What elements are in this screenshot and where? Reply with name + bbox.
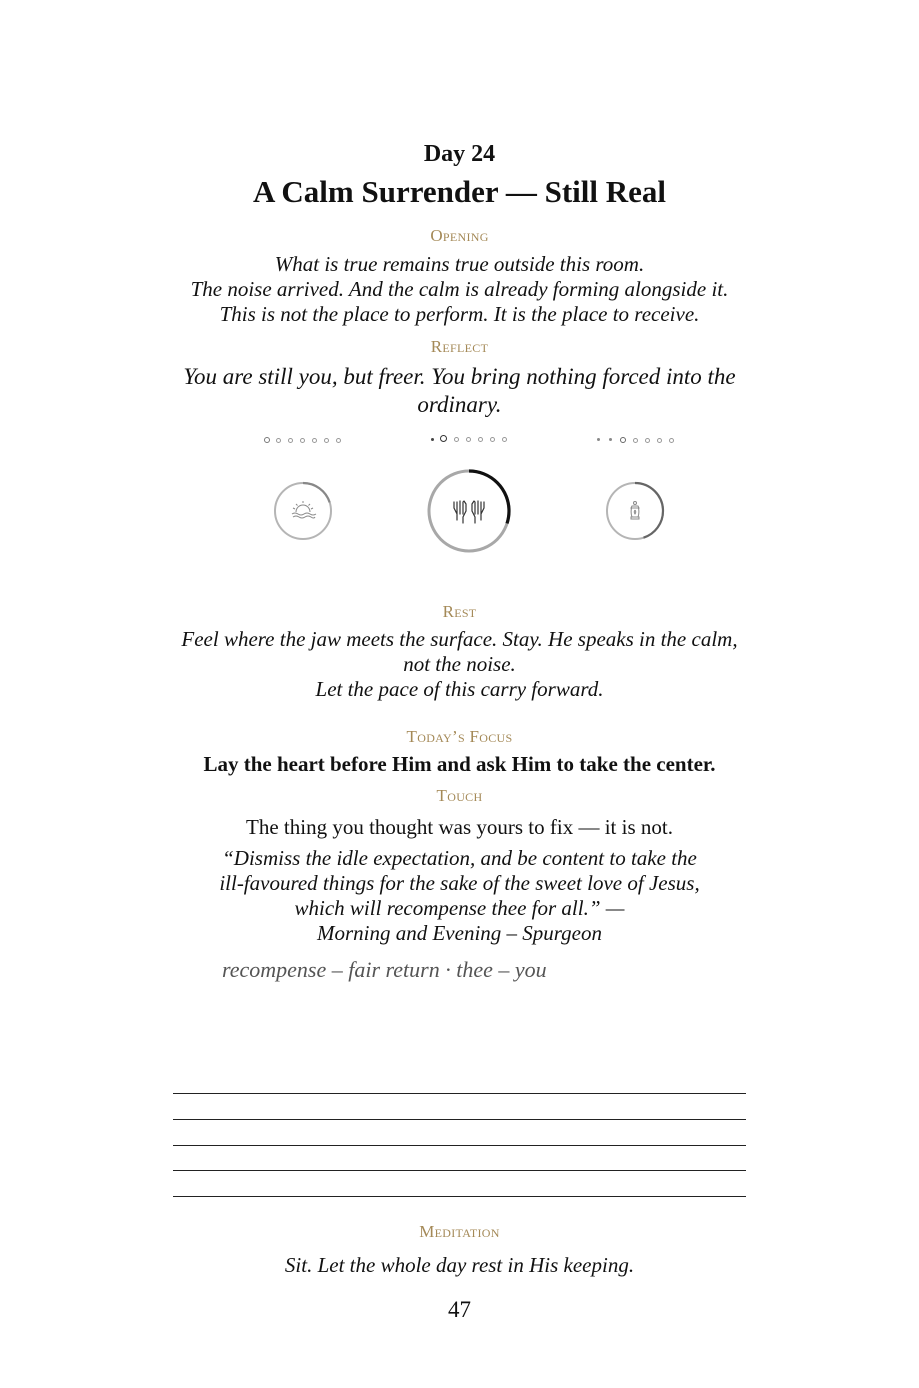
reflect-line-2: ordinary. bbox=[417, 392, 502, 417]
lantern-icon bbox=[631, 502, 639, 520]
day-label: Day 24 bbox=[423, 141, 496, 167]
rest-line-3: Let the pace of this carry forward. bbox=[315, 677, 604, 701]
quote-attribution: Morning and Evening – Spurgeon bbox=[316, 921, 603, 945]
focus-text: Lay the heart before Him and ask Him to take the center. bbox=[203, 752, 716, 776]
lantern-progress-ring[interactable] bbox=[603, 479, 667, 543]
opening-line-2: The noise arrived. And the calm is already forming alongside it. bbox=[190, 277, 729, 301]
rest-line-1: Feel where the jaw meets the surface. Stay. He speaks in the calm, bbox=[181, 627, 738, 651]
opening-line-3: This is not the place to perform. It is the place to receive. bbox=[219, 302, 700, 326]
praying-hands-icon bbox=[454, 501, 484, 523]
quote-line-2: ill-favoured things for the sake of the sweet love of Jesus, bbox=[219, 871, 700, 895]
dot-indicator-row-1 bbox=[264, 436, 344, 444]
rest-line-2: not the noise. bbox=[403, 652, 516, 676]
touch-heading: Touch bbox=[436, 786, 483, 805]
opening-line-1: What is true remains true outside this room. bbox=[274, 252, 645, 276]
focus-heading: Today’s Focus bbox=[406, 727, 513, 746]
glossary-line: recompense – fair return · thee – you bbox=[222, 957, 547, 982]
meditation-text: Sit. Let the whole day rest in His keeping. bbox=[284, 1253, 635, 1277]
dot-indicator-row-2 bbox=[431, 435, 511, 444]
journal-line[interactable] bbox=[173, 1093, 746, 1094]
reflect-heading: Reflect bbox=[430, 337, 489, 356]
sunrise-icon bbox=[292, 501, 316, 518]
opening-heading: Opening bbox=[430, 226, 489, 245]
quote-line-3: which will recompense thee for all.” — bbox=[294, 896, 625, 920]
journal-line[interactable] bbox=[173, 1170, 746, 1171]
journal-line[interactable] bbox=[173, 1145, 746, 1146]
rest-heading: Rest bbox=[442, 602, 477, 621]
quote-line-1: “Dismiss the idle expectation, and be content to take the bbox=[222, 846, 697, 870]
sunrise-progress-ring[interactable] bbox=[271, 479, 335, 543]
touch-text: The thing you thought was yours to fix — it is not. bbox=[246, 815, 673, 839]
reflect-line-1: You are still you, but freer. You bring nothing forced into the bbox=[183, 364, 736, 389]
hands-progress-ring[interactable] bbox=[424, 466, 514, 556]
dot-indicator-row-3 bbox=[597, 436, 677, 444]
meditation-heading: Meditation bbox=[419, 1222, 500, 1241]
journal-line[interactable] bbox=[173, 1119, 746, 1120]
journal-line[interactable] bbox=[173, 1196, 746, 1197]
page-title: A Calm Surrender — Still Real bbox=[252, 174, 667, 209]
page-number: 47 bbox=[448, 1297, 471, 1322]
